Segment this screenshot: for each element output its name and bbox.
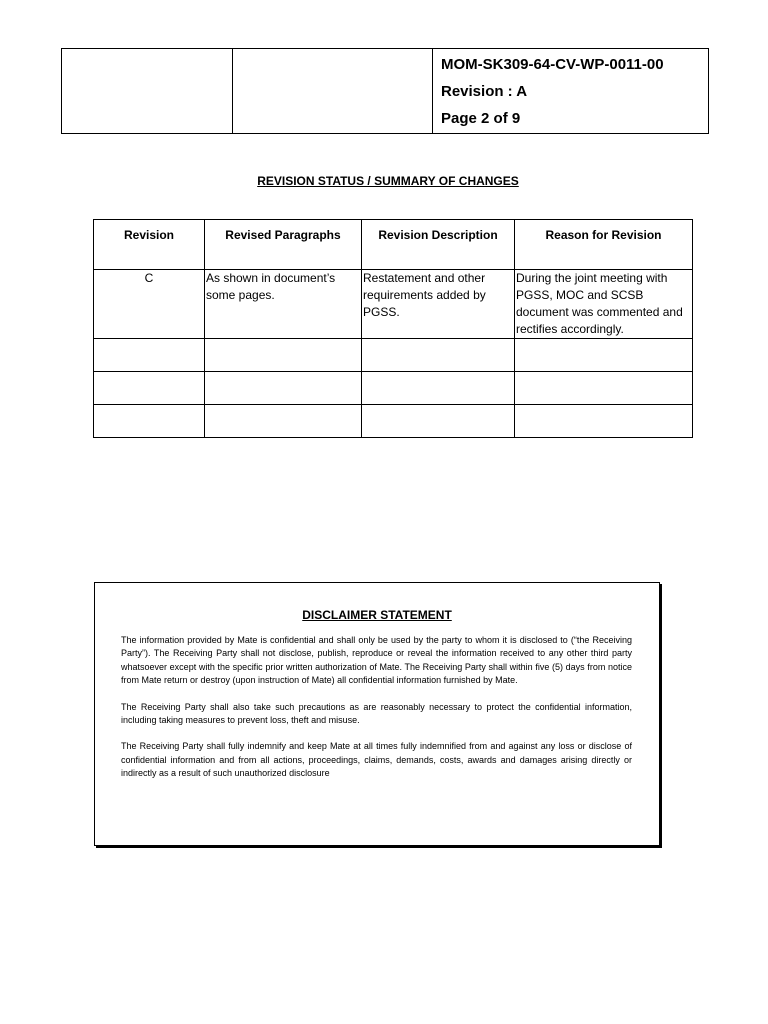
col-revision: Revision bbox=[94, 220, 205, 270]
table-row-empty bbox=[94, 339, 693, 372]
col-reason-for-revision: Reason for Revision bbox=[515, 220, 693, 270]
page-number: Page 2 of 9 bbox=[441, 109, 521, 127]
disclaimer-paragraph: The information provided by Mate is confidential and shall only be used by the party to whom it is disclosed to (“the Receiving Party”). The Receiving Party shall not disclose, publish, reproduce or reveal the information received to any other third party whatsoever except with the specific prior written authorization of Mate. The Receiving Party shall within five (5) days from notice from Mate return or destroy (upon instruction of Mate) all confidential information furnished by Mate. bbox=[121, 635, 632, 686]
revision-table bbox=[93, 219, 693, 438]
cell-revision: C bbox=[94, 270, 205, 339]
table-row bbox=[94, 270, 693, 339]
cell-reason: During the joint meeting with PGSS, MOC and SCSB document was commented and rectifies accordingly. bbox=[515, 270, 693, 339]
cell-paragraphs: As shown in document’s some pages. bbox=[205, 270, 362, 339]
doc-number: MOM-SK309-64-CV-WP-0011-00 bbox=[441, 55, 664, 73]
disclaimer-box bbox=[94, 582, 660, 846]
table-row-empty bbox=[94, 405, 693, 438]
col-revision-description: Revision Description bbox=[362, 220, 515, 270]
disclaimer-title: DISCLAIMER STATEMENT bbox=[302, 608, 452, 622]
header-doc-info bbox=[433, 49, 709, 134]
col-revised-paragraphs: Revised Paragraphs bbox=[205, 220, 362, 270]
document-header bbox=[61, 48, 709, 134]
doc-revision: Revision : A bbox=[441, 82, 528, 100]
header-title-cell bbox=[233, 49, 433, 134]
revision-table-header bbox=[94, 220, 693, 270]
disclaimer-paragraph: The Receiving Party shall fully indemnify and keep Mate at all times fully indemnified from and against any loss or disclose of confidential information and from all actions, proceedings, claims, demands, costs, awards and damages arising directly or indirectly as a result of such unauthorized disclosure bbox=[121, 741, 632, 779]
disclaimer-paragraph: The Receiving Party shall also take such precautions as are reasonably necessary to protect the confidential information, including taking measures to prevent loss, theft and misuse. bbox=[121, 701, 632, 726]
revision-status-title: REVISION STATUS / SUMMARY OF CHANGES bbox=[257, 174, 519, 188]
header-logo-cell bbox=[62, 49, 233, 134]
cell-description: Restatement and other requirements added by PGSS. bbox=[362, 270, 515, 339]
table-row-empty bbox=[94, 372, 693, 405]
